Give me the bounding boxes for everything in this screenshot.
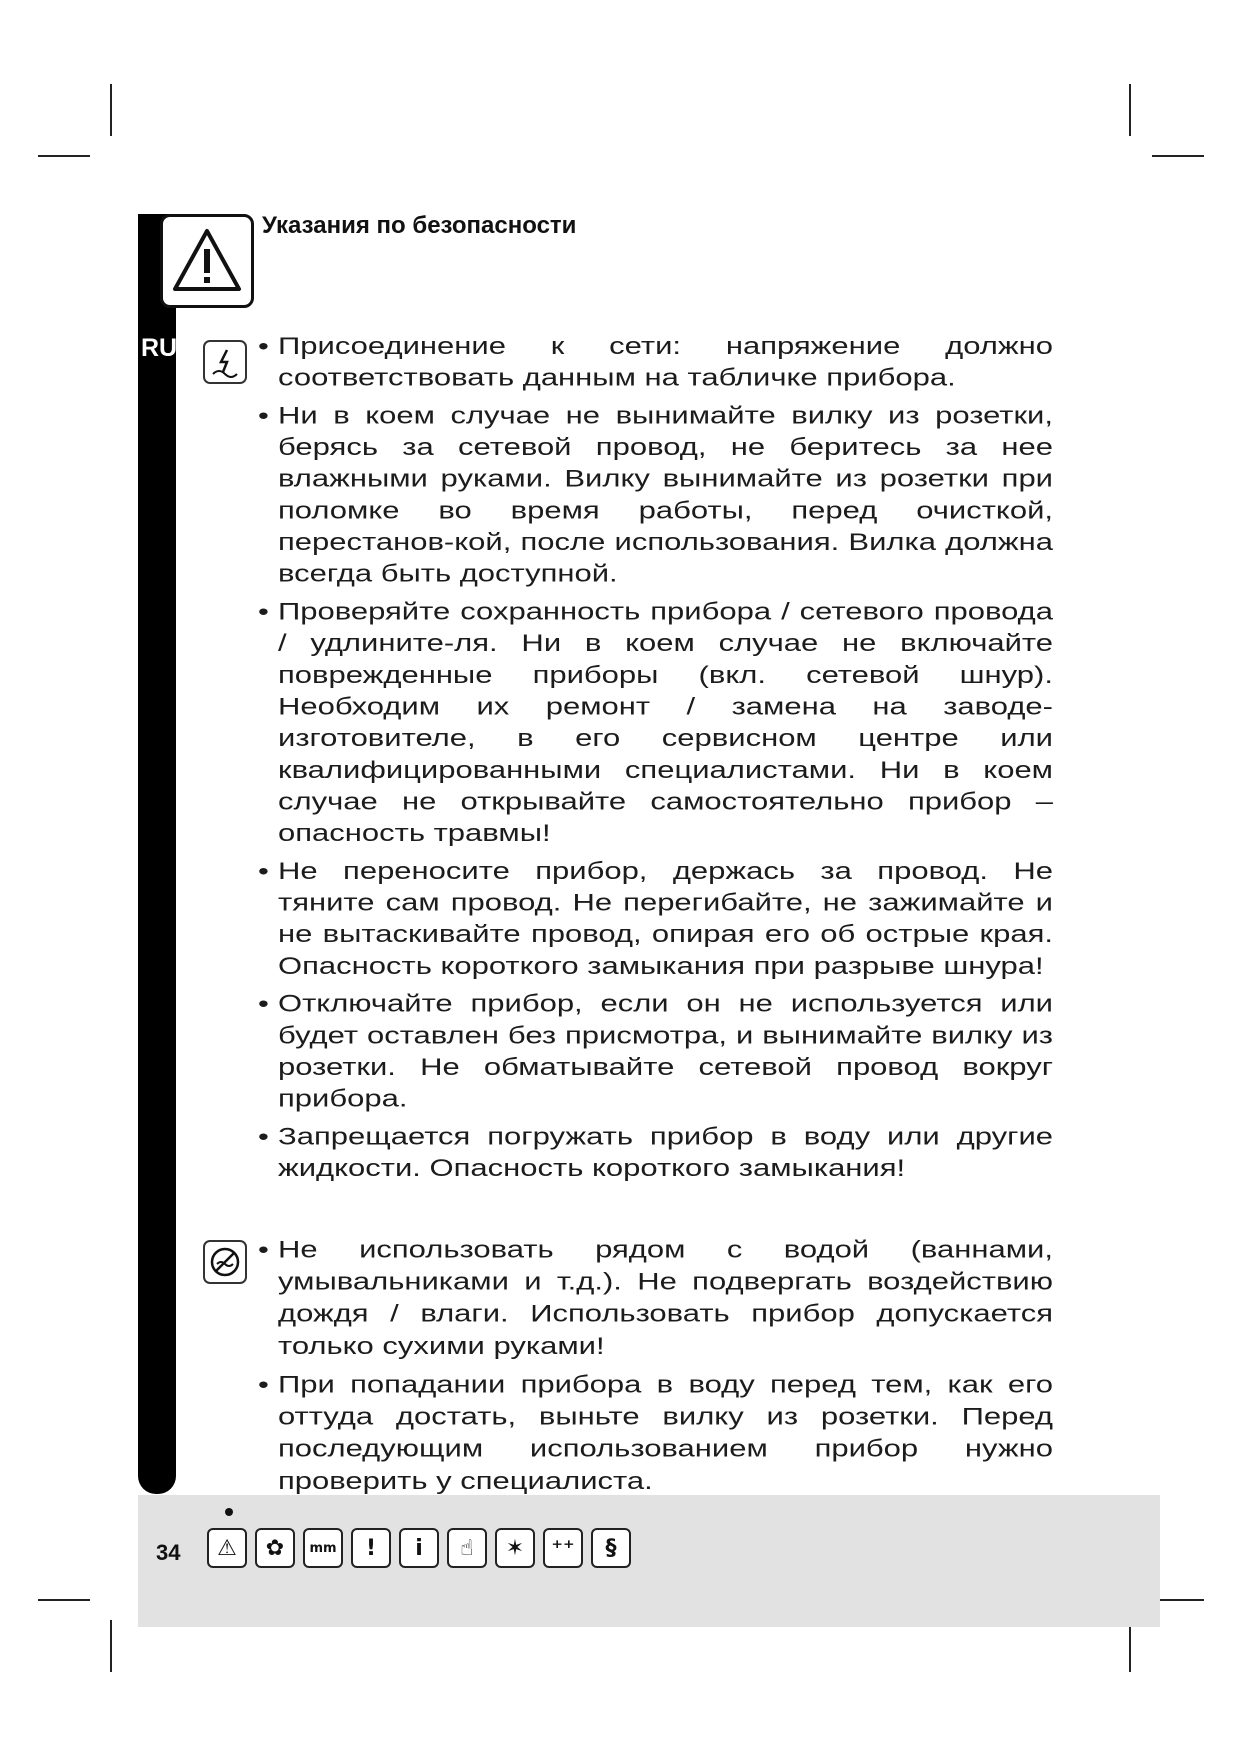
flower-icon[interactable]: ✿ [255, 1528, 295, 1568]
list-item: • Отключайте прибор, если он не используется или будет оставлен без присмотра, и вынимайте вилку из розетки. Не обматывайте сетевой провод вокруг прибора. [258, 988, 1053, 1115]
no-water-icon [203, 1240, 247, 1284]
crop-mark [1129, 1620, 1131, 1672]
page-number: 34 [156, 1540, 181, 1565]
section-nav-strip [207, 1528, 631, 1568]
crop-mark [110, 84, 112, 136]
warning-triangle-icon [160, 214, 254, 308]
paragraph-section-icon[interactable]: § [591, 1528, 631, 1568]
list-item: • Присоединение к сети: напряжение должно соответствовать данным на табличке прибора. [258, 330, 1053, 393]
water-safety-list [258, 1233, 1053, 1503]
plus-stars-icon[interactable]: ⁺⁺ [543, 1528, 583, 1568]
crop-mark [1129, 84, 1131, 136]
list-item: • Не переносите прибор, держась за провод. Не тяните сам провод. Не перегибайте, не зажимайте и не вытаскивайте провод, опирая его об острые края. Опасность короткого замыкания при разрыве шнура! [258, 855, 1053, 982]
info-icon[interactable]: i [399, 1528, 439, 1568]
warning-icon[interactable]: ⚠ [207, 1528, 247, 1568]
power-safety-list [258, 330, 1053, 1190]
list-item: • Проверяйте сохранность прибора / сетевого провода / удлините-ля. Ни в коем случае не включайте поврежденные приборы (вкл. сетевой шнур). Необходим их ремонт / замена на заводе-изготовителе, в его сервисном центре или квалифицированными специалистами. Ни в коем случае не открывайте самостоятельно прибор – опасность травмы! [258, 596, 1053, 849]
sparkle-icon[interactable]: ✶ [495, 1528, 535, 1568]
crop-mark [110, 1620, 112, 1672]
crop-mark [38, 155, 90, 157]
list-item: • Запрещается погружать прибор в воду или другие жидкости. Опасность короткого замыкания! [258, 1121, 1053, 1184]
exclamation-icon[interactable]: ! [351, 1528, 391, 1568]
plug-cord-icon [203, 340, 247, 384]
list-item: • При попадании прибора в воду перед тем, как его оттуда достать, выньте вилку из розетки. Перед последующим использованием прибор нужно проверить у специалиста. [258, 1368, 1053, 1497]
language-sidebar [138, 214, 176, 1494]
page-title: Указания по безопасности [262, 212, 577, 239]
ruler-mm-icon[interactable]: mm [303, 1528, 343, 1568]
crop-mark [1152, 155, 1204, 157]
crop-mark [38, 1599, 90, 1601]
list-item: • Ни в коем случае не вынимайте вилку из розетки, берясь за сетевой провод, не беритесь за нее влажными руками. Вилку вынимайте из розетки при поломке во время работы, перед очисткой, перестанов-кой, после использования. Вилка должна всегда быть доступной. [258, 399, 1053, 589]
list-item: • Не использовать рядом с водой (ваннами, умывальниками и т.д.). Не подвергать воздействию дождя / влаги. Использовать прибор допускается только сухими руками! [258, 1233, 1053, 1362]
language-label: RU [141, 334, 178, 362]
current-section-indicator [225, 1508, 233, 1516]
hand-icon[interactable]: ☝ [447, 1528, 487, 1568]
